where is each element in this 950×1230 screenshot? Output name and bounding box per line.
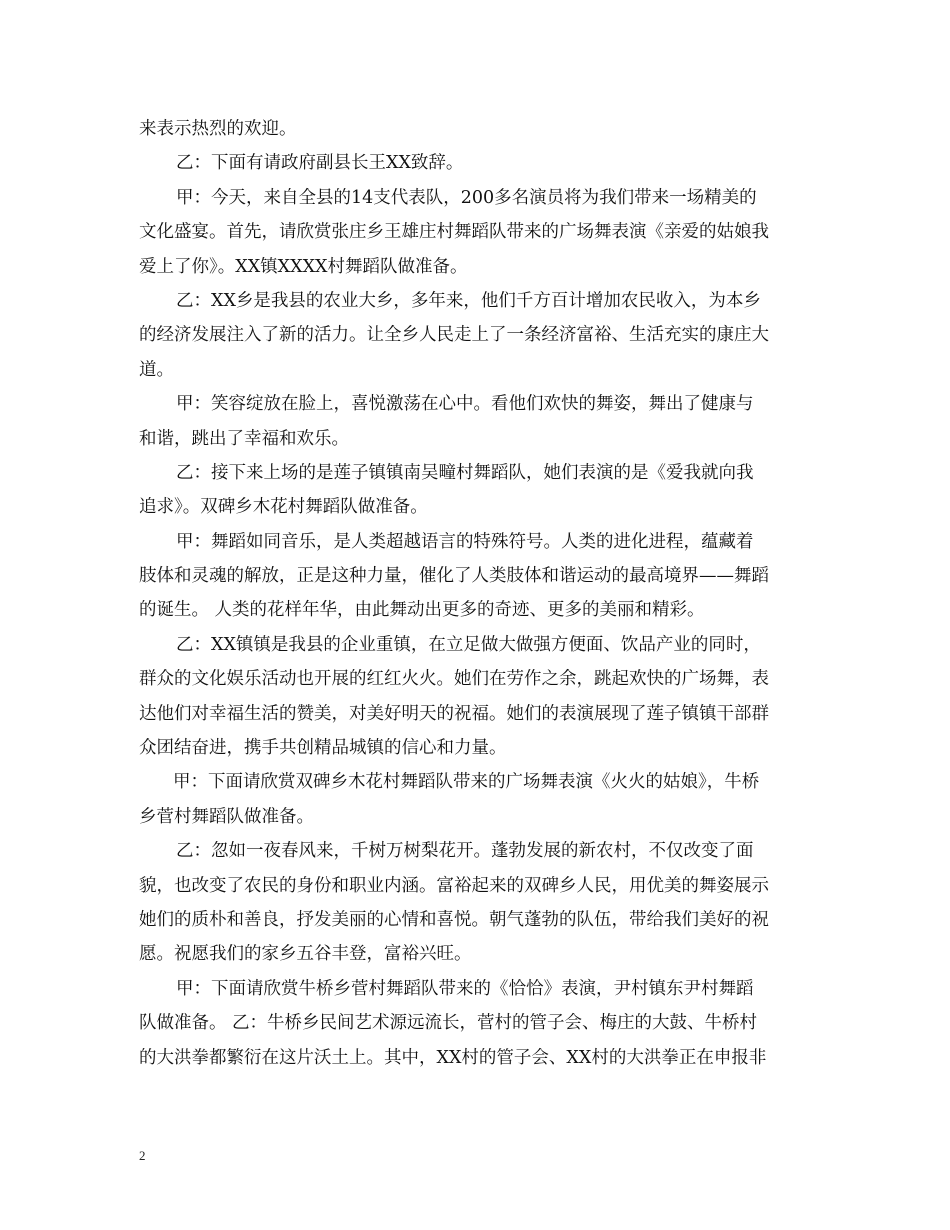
text-line: 乙：忽如一夜春风来，千树万树梨花开。蓬勃发展的新农村，不仅改变了面 bbox=[176, 841, 754, 862]
text-line: 的诞生。 人类的花样年华，由此舞动出更多的奇迹、更多的美丽和精彩。 bbox=[139, 600, 705, 621]
text-line: 甲：下面请欣赏牛桥乡菅村舞蹈队带来的《恰恰》表演，尹村镇东尹村舞蹈 bbox=[176, 978, 754, 999]
text-line: 乙：XX镇镇是我县的企业重镇，在立足做大做强方便面、饮品产业的同时， bbox=[176, 634, 761, 655]
text-line: 的经济发展注入了新的活力。让全乡人民走上了一条经济富裕、生活充实的康庄大 bbox=[139, 325, 769, 346]
body-text bbox=[139, 112, 811, 1075]
text-line: 达他们对幸福生活的赞美，对美好明天的祝福。她们的表演展现了莲子镇镇干部群 bbox=[139, 703, 769, 724]
text-line: 甲：今天，来自全县的14支代表队，200多名演员将为我们带来一场精美的 bbox=[176, 187, 757, 208]
text-line: 貌，也改变了农民的身份和职业内涵。富裕起来的双碑乡人民，用优美的舞姿展示 bbox=[139, 875, 769, 896]
text-line: 乙：XX乡是我县的农业大乡，多年来，他们千方百计增加农民收入，为本乡 bbox=[176, 290, 761, 311]
text-line: 爱上了你》。XX镇XXXX村舞蹈队做准备。 bbox=[139, 256, 468, 277]
text-line: 乙：接下来上场的是莲子镇镇南吴疃村舞蹈队，她们表演的是《爱我就向我 bbox=[176, 462, 754, 483]
text-line: 追求》。双碑乡木花村舞蹈队做准备。 bbox=[139, 497, 428, 518]
text-line: 甲：舞蹈如同音乐，是人类超越语言的特殊符号。人类的进化进程，蕴藏着 bbox=[176, 531, 754, 552]
text-line: 甲：笑容绽放在脸上，喜悦激荡在心中。看他们欢快的舞姿，舞出了健康与 bbox=[176, 394, 754, 415]
page-number: 2 bbox=[139, 1148, 146, 1163]
text-line: 群众的文化娱乐活动也开展的红红火火。她们在劳作之余，跳起欢快的广场舞，表 bbox=[139, 669, 769, 690]
text-line: 文化盛宴。首先，请欣赏张庄乡王雄庄村舞蹈队带来的广场舞表演《亲爱的姑娘我 bbox=[139, 222, 769, 243]
text-line: 乙：下面有请政府副县长王XX致辞。 bbox=[176, 153, 464, 174]
text-line: 愿。祝愿我们的家乡五谷丰登，富裕兴旺。 bbox=[139, 944, 472, 965]
text-line: 队做准备。 乙：牛桥乡民间艺术源远流长，菅村的管子会、梅庄的大鼓、牛桥村 bbox=[139, 1013, 758, 1034]
text-line: 乡菅村舞蹈队做准备。 bbox=[139, 806, 314, 827]
text-line: 和谐，跳出了幸福和欢乐。 bbox=[139, 428, 349, 449]
text-line: 道。 bbox=[139, 359, 174, 380]
text-line: 来表示热烈的欢迎。 bbox=[139, 119, 297, 139]
text-line: 众团结奋进，携手共创精品城镇的信心和力量。 bbox=[139, 738, 507, 759]
text-line: 肢体和灵魂的解放，正是这种力量，催化了人类肢体和谐运动的最高境界——舞蹈 bbox=[139, 566, 769, 587]
text-line: 甲：下面请欣赏双碑乡木花村舞蹈队带来的广场舞表演《火火的姑娘》，牛桥 bbox=[173, 772, 760, 793]
text-line: 她们的质朴和善良，抒发美丽的心情和喜悦。朝气蓬勃的队伍，带给我们美好的祝 bbox=[139, 909, 769, 930]
text-line: 的大洪拳都繁衍在这片沃土上。其中，XX村的管子会、XX村的大洪拳正在申报非 bbox=[139, 1047, 767, 1068]
